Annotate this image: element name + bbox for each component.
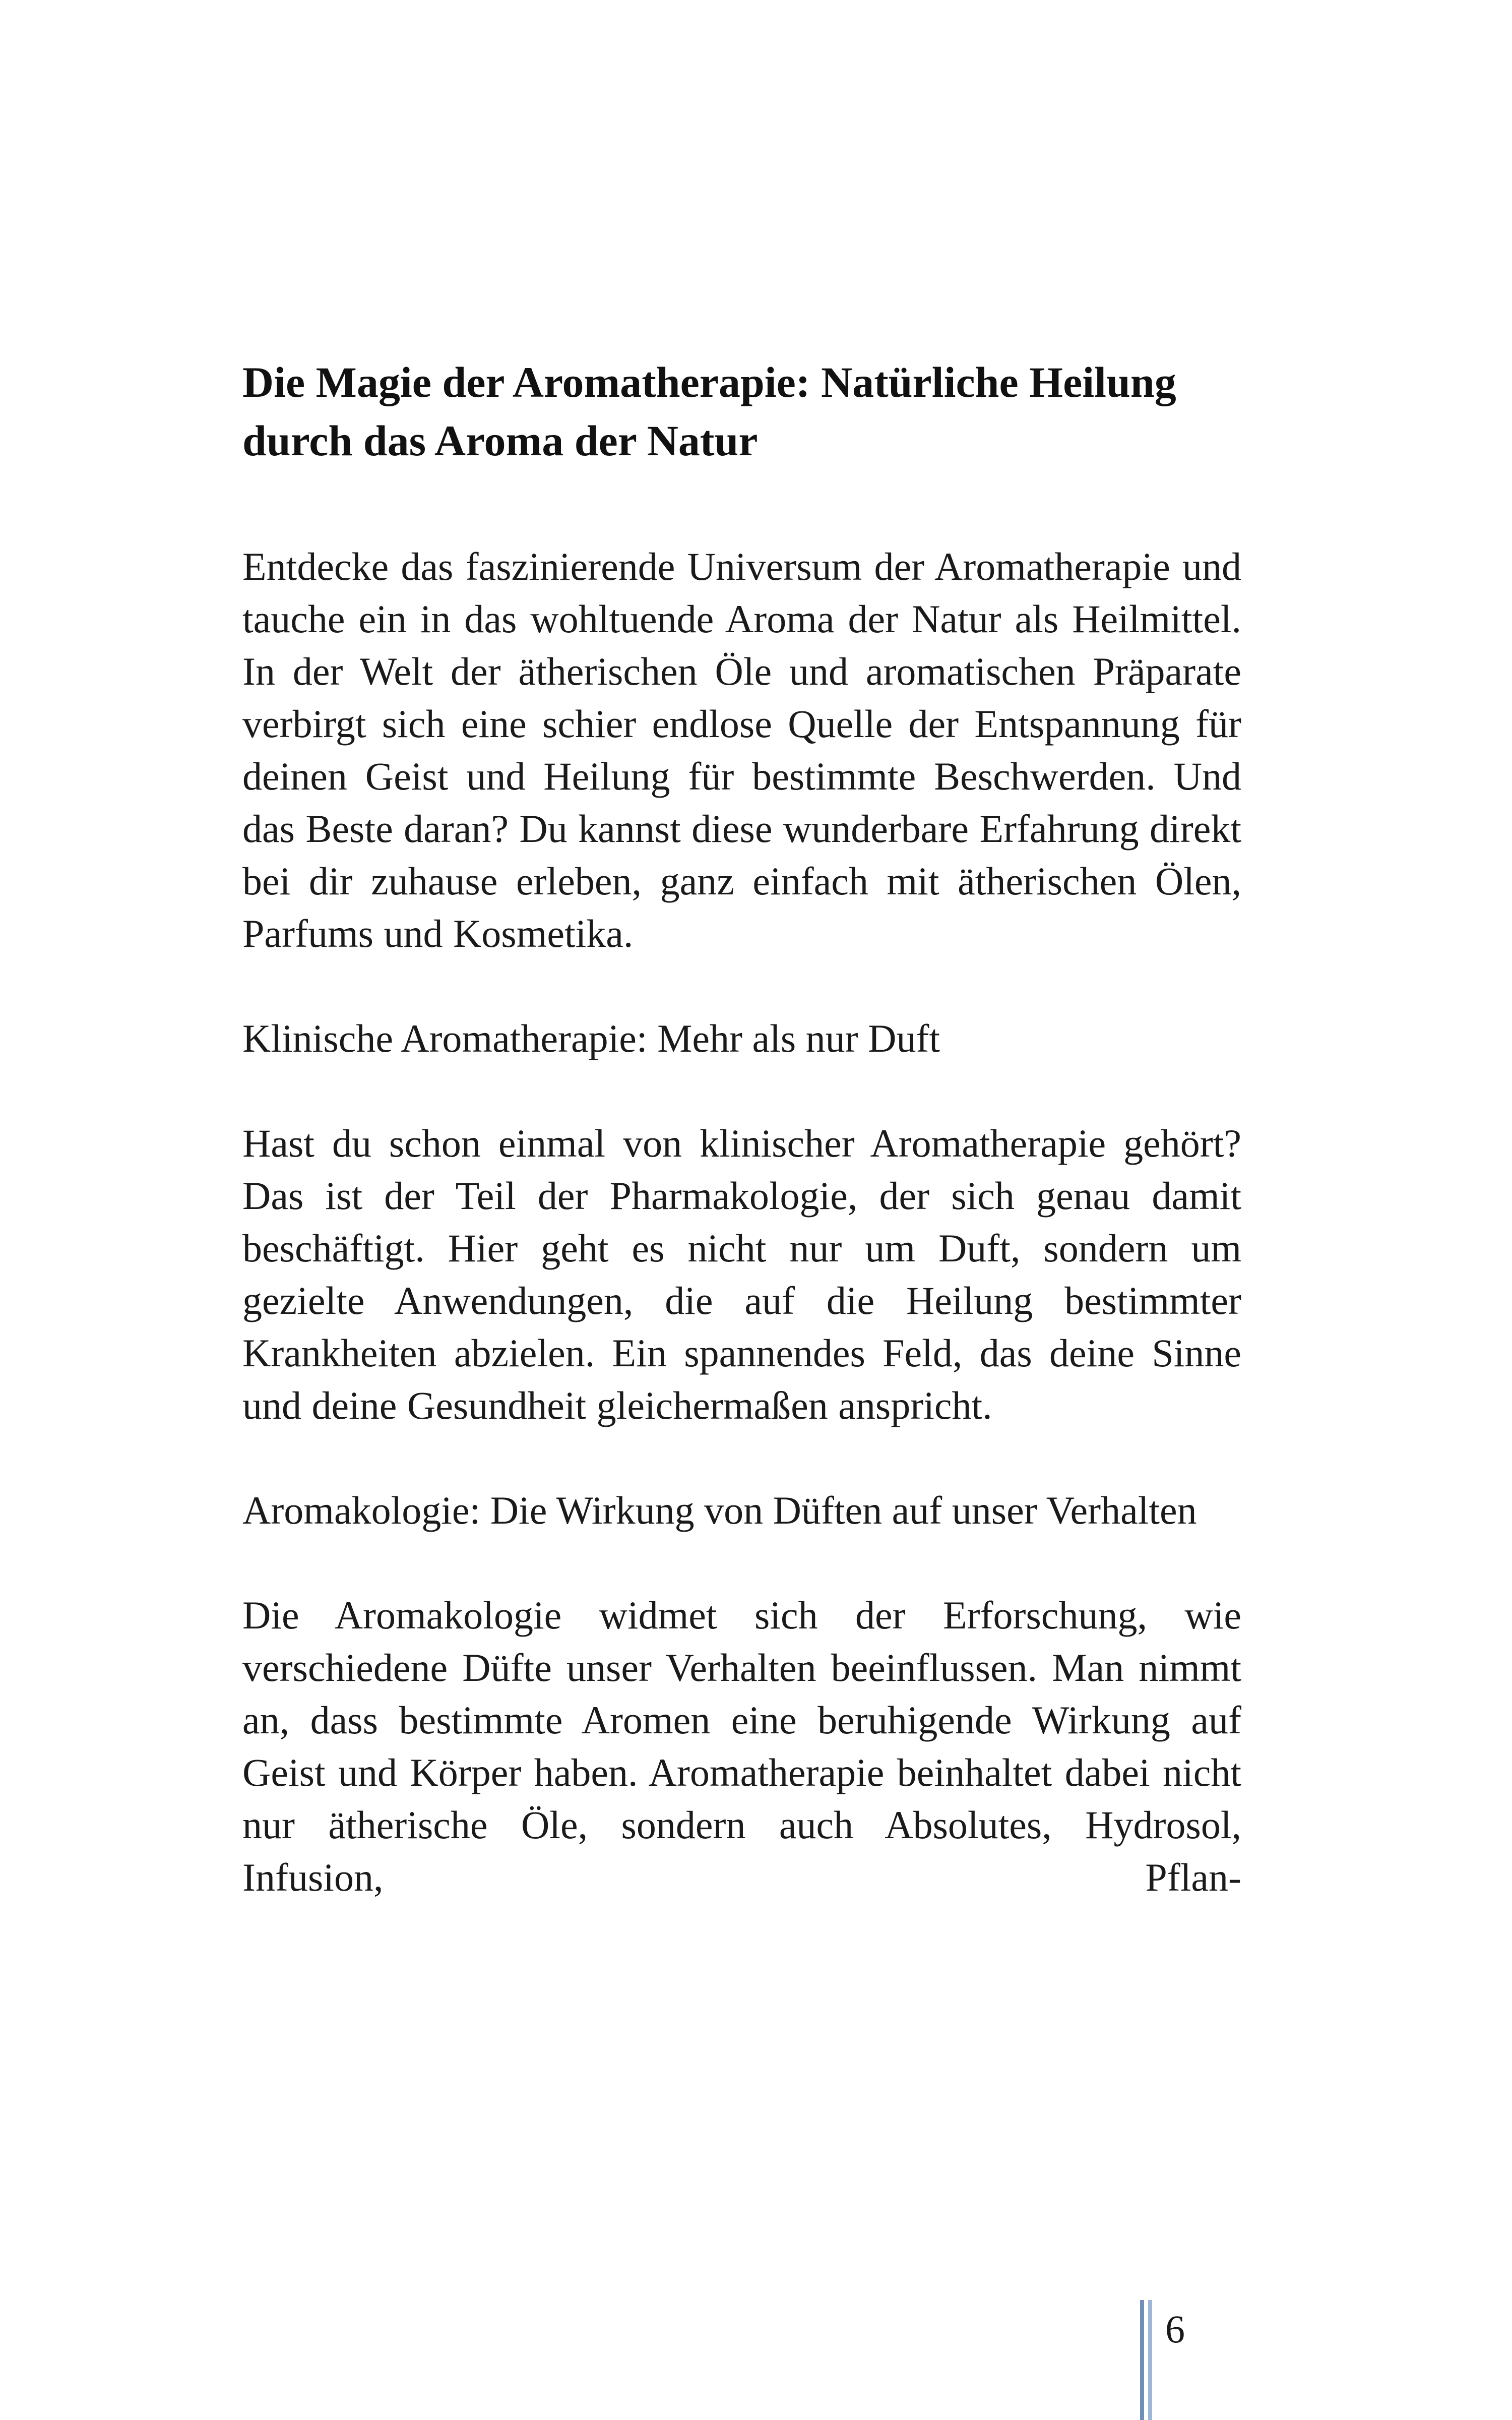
page-number-divider xyxy=(1140,2300,1155,2420)
chapter-title: Die Magie der Aromatherapie: Natürliche Heilung durch das Aroma der Natur xyxy=(242,358,1176,465)
intro-paragraph: Entdecke das faszinierende Universum der Aromatherapie und tauche ein in das wohltuende Aroma der Natur als Heilmittel. In der Welt der ätherischen Öle und aromatischen Präparate verbirgt sich eine schier endlose Quelle der Entspannung für deinen Geist und Heilung für bestimmte Beschwerden. Und das Beste daran? Du kannst diese wunderbare Erfahrung direkt bei dir zuhause erleben, ganz einfach mit ätherischen Ölen, Parfums und Kosmetika. xyxy=(242,544,1241,955)
aromacology-paragraph: Die Aromakologie widmet sich der Erforschung, wie verschiedene Düfte unser Verhalten beeinflussen. Man nimmt an, dass bestimmte Aromen eine beruhigende Wirkung auf Geist und Körper haben. Aromatherapie beinhaltet dabei nicht nur ätherische Öle, sondern auch Absolutes, Hydrosol, Infusion, Pflan- xyxy=(242,1593,1241,1899)
subheading-clinical-aromatherapy: Klinische Aromatherapie: Mehr als nur Duft xyxy=(242,1016,940,1060)
divider-line-dark xyxy=(1140,2300,1144,2420)
subheading-aromacology: Aromakologie: Die Wirkung von Düften auf unser Verhalten xyxy=(242,1488,1197,1532)
page-number: 6 xyxy=(1165,2307,1185,2351)
clinical-aromatherapy-paragraph: Hast du schon einmal von klinischer Aromatherapie gehört? Das ist der Teil der Pharmakologie, der sich genau damit beschäftigt. Hier geht es nicht nur um Duft, sondern um gezielte Anwendungen, die auf die Heilung bestimmter Krankheiten abzielen. Ein spannendes Feld, das deine Sinne und deine Gesundheit gleichermaßen anspricht. xyxy=(242,1121,1241,1427)
divider-line-light xyxy=(1148,2300,1152,2420)
page-content xyxy=(242,353,1241,1904)
